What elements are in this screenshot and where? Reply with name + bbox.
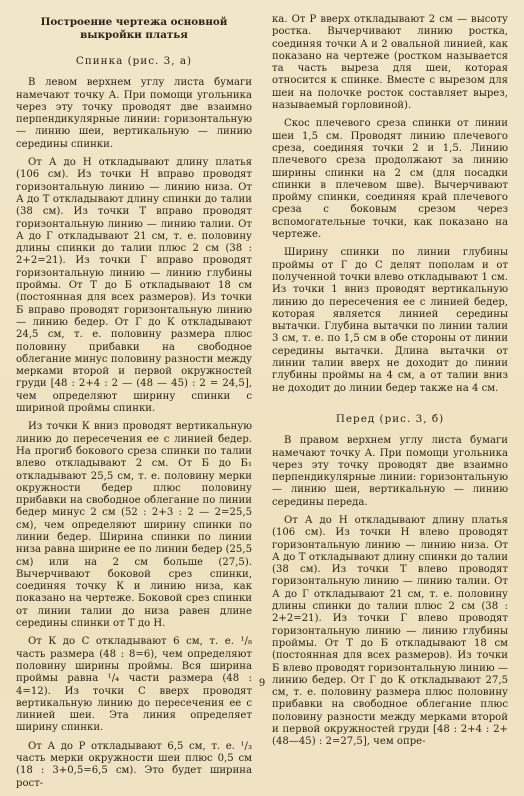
subheading-front: Перед (рис. 3, б) (335, 412, 445, 425)
paragraph: От А до Р откладывают 6,5 см, т. е. ¹/₃ часть мерки окружности шеи плюс 0,5 см (18 : 3+0,5=6,5 см). Это будет ширина рост- (16, 740, 252, 789)
subheading-back: Спинка (рис. 3, а) (75, 55, 193, 67)
paragraph: Ширину спинки по линии глубины проймы от Г до С делят пополам и от полученной точки влево откладывают 1 см. Из точки 1 вниз проводят вертикальную линию до пересечения ее с линией бедер, которая является линией середины вытачки. Глубина вытачки по линии талии 3 см, т. е. по 1,5 см в обе стороны от линии середины вытачки. Длина вытачки от линии талии вверх не доходит до линии глубины проймы на 4 см, а от талии вниз не доходит до линии бедер также на 4 см. (272, 247, 508, 394)
paragraph: В правом верхнем углу листа бумаги намечают точку А. При помощи угольника через эту точку проводят две взаимно перпендикулярные линии: горизонтальную — линию шеи, вертикальную — линию середины переда. (272, 435, 508, 508)
right-column (272, 14, 508, 755)
paragraph: От К до С откладывают 6 см, т. е. ¹/₈ часть размера (48 : 8=6), чем определяют половину ширины проймы. Вся ширина проймы равна ¹/₄ части размера (48 : 4=12). Из точки С вверх проводят вертикальную линию до пересечения ее с линией шеи. Эта линия определяет ширину спинки. (16, 636, 252, 734)
paragraph: Из точки К вниз проводят вертикальную линию до пересечения ее с линией бедер. На прогиб бокового среза спинки по талии влево откладывают 2 см. От Б до Б₁ откладывают 25,5 см, т. е. половину мерки окружности бедер плюс половину прибавки на свободное облегание по линии бедер минус 2 см (52 : 2+3 : 2 — 2=25,5 см), чем определяют ширину спинки по линии бедер. Ширина спинки по линии низа равна ширине ее по линии бедер (25,5 см) или на 2 см больше (27,5). Вычерчивают боковой срез спинки, соединяя точку К и линию низа, как показано на чертеже. Боковой срез спинки от линии талии до низа равен длине середины спинки от Т до Н. (16, 421, 252, 630)
section-title: Построение чертежа основной выкройки платья (40, 16, 228, 41)
page-number: 9 (258, 678, 266, 689)
paragraph: От А до Н откладывают длину платья (106 см). Из точки Н влево проводят горизонтальную линию — линию низа. От А до Т откладывают длину спинки до талии (38 см). Из точки Т влево проводят горизонтальную линию — линию талии. От А до Г откладывают 21 см, т. е. половину длины спинки до талии плюс 2 см (38 : 2+2=21). Из точки Г влево проводят горизонтальную линию — линию глубины проймы. От Т до Б откладывают 18 см (постоянная для всех размеров). Из точки Б влево проводят горизонтальную линию — линию бедер. От Г до К откладывают 27,5 см, т. е. половину размера плюс половину прибавки на свободное облегание плюс половину разности между мерками второй и первой окружностей груди [48 : 2+4 : 2+(48—45) : 2=27,5], чем опре- (272, 514, 508, 748)
paragraph: От А до Н откладывают длину платья (106 см). Из точки Н вправо проводят горизонтальную линию — линию низа. От А до Т откладывают длину спинки до талии (38 см). Из точки Т вправо проводят горизонтальную линию — линию талии. От А до Г откладывают 21 см, т. е. половину длины спинки до талии плюс 2 см (38 : 2+2=21). Из точки Г вправо проводят горизонтальную линию — линию глубины проймы. От Т до Б откладывают 18 см (постоянная для всех размеров). Из точки Б вправо проводят горизонтальную линию — линию бедер. От Г до К откладывают 24,5 см, т. е. половину размера плюс половину прибавки на свободное облегание минус половину разности между мерками второй и первой окружностей груди [48 : 2+4 : 2 — (48 — 45) : 2 = 24,5], чем определяют ширину спинки с шириной проймы спинки. (16, 157, 252, 415)
paragraph: ка. От Р вверх откладывают 2 см — высоту ростка. Вычерчивают линию ростка, соединяя точки А и 2 овальной линией, как показано на чертеже (ростком называется та часть выреза для шеи, которая относится к спинке. Вместе с вырезом для шеи на полочке росток составляет вырез, называемый горловиной). (272, 14, 508, 112)
paragraph: В левом верхнем углу листа бумаги намечают точку А. При помощи угольника через эту точку проводят две взаимно перпендикулярные линии: горизонтальную — линию шеи, вертикальную — линию середины спинки. (16, 77, 252, 150)
paragraph: Скос плечевого среза спинки от линии шеи 1,5 см. Проводят линию плечевого среза, соединяя точки 2 и 1,5. Линию плечевого среза продолжают за линию ширины спинки на 2 см (для посадки спинки в плечевом шве). Вычерчивают пройму спинки, соединяя край плечевого среза с боковым срезом через вспомогательные точки, как показано на чертеже. (272, 118, 508, 241)
